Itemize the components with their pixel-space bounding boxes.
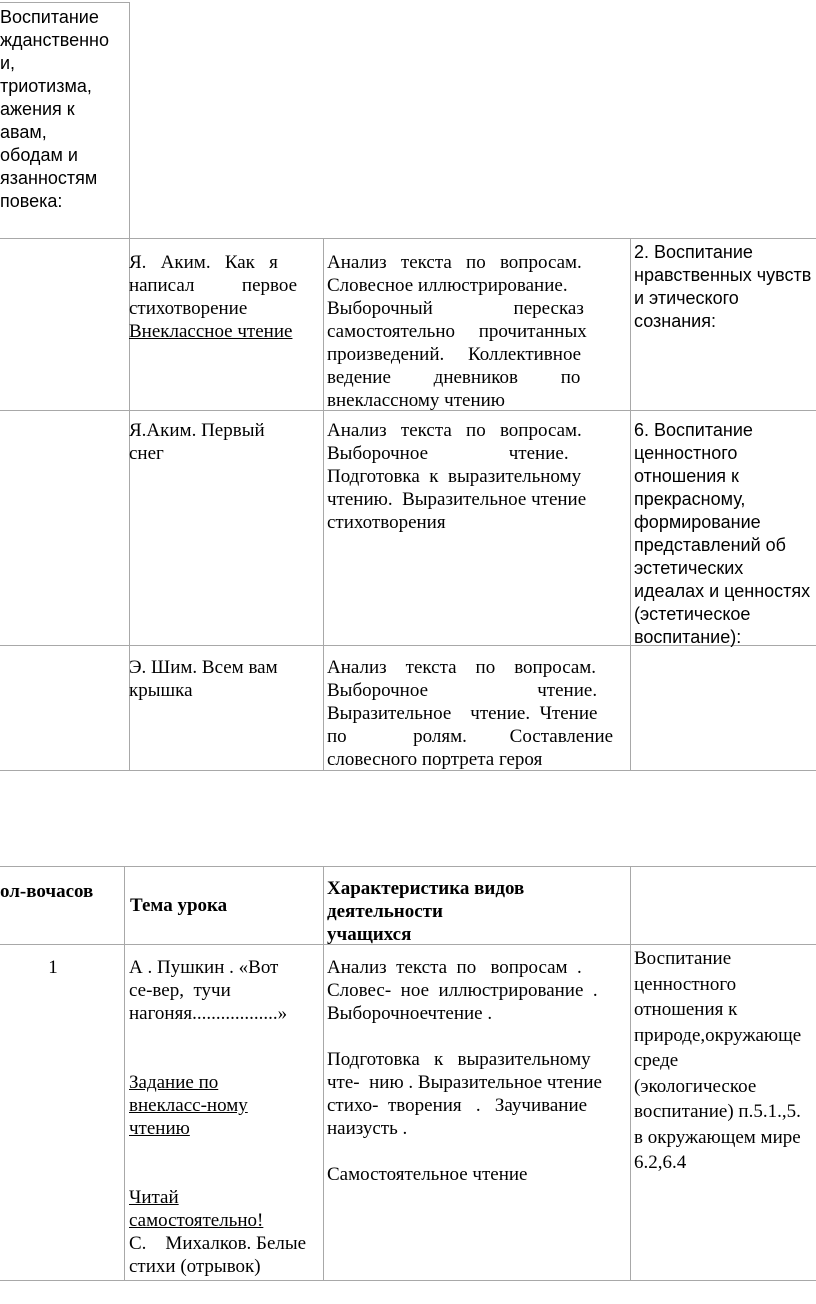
topic-line: Я.Аким. Первый [129,420,265,441]
topic-line: А . Пушкин . «Вот [129,957,279,978]
topic-line: Э. Шим. Всем вам [129,657,278,678]
goal-line: Воспитание [634,948,732,969]
lesson-number: 1 [48,957,58,978]
activity-line: словесного портрета героя [327,749,543,770]
header-activity-line: деятельности [327,901,443,922]
activity-line: ведение дневников по [327,367,581,388]
goal-line: в окружающем мире [634,1126,801,1148]
goal-line: природе,окружающе [634,1024,802,1046]
activity-line: самостоятельно прочитанных [327,321,587,342]
goal-line: и этического [634,288,739,308]
t2-top-border [0,866,816,867]
activity-line: внеклассному чтению [327,390,505,411]
goal-line: ободам и [0,145,78,165]
goal-line: жданственно [0,30,110,50]
goal-line: язанностям [0,168,98,188]
goal-line: сознания: [634,311,716,331]
t1-col-divider-1 [129,2,130,770]
activity-line: чтению. Выразительное чтение [327,489,587,510]
goal-line: представлений об [634,535,786,555]
activity-line: Анализ текста по вопросам. [327,252,582,273]
header-topic-label: Тема урока [130,895,228,916]
activity-line: Анализ текста по вопросам . [327,957,582,978]
goal-line: эстетических [634,558,744,578]
goal-line: прекрасному, [634,489,746,509]
topic-line: крышка [129,680,193,701]
t2-goal-cell [634,946,816,1176]
spacer [129,1140,319,1186]
activity-line: Анализ текста по вопросам. [327,420,582,441]
goal-line: ажения к [0,99,75,119]
goal-line: Воспитание [0,7,99,27]
activity-line: Подготовка к выразительному [327,466,582,487]
t1-r2-goal-cell [634,241,816,333]
read-independently-link[interactable]: самостоятельно! [129,1210,264,1231]
t1-r2-activity-cell [327,251,623,412]
t2-col-divider-2 [323,866,324,1280]
t1-r2-topic-cell [129,251,319,343]
extracurricular-task-link[interactable]: внекласс-ному [129,1095,248,1116]
topic-line: стихотворение [129,298,248,319]
header-hours-label: ол-вочасов [0,881,94,902]
goal-line: среде [634,1050,679,1071]
activity-line: Выборочное чтение. [327,680,598,701]
activity-line: по ролям. Составление [327,726,614,747]
t2-row-number [0,956,106,979]
activity-line: стихотворения [327,512,446,533]
goal-line: воспитание): [634,627,742,647]
goal-line: и, [0,53,16,73]
t1-r1-goal-cell [0,6,126,213]
goal-line: 6.2,6.4 [634,1152,687,1173]
goal-line: (эстетическое [634,604,751,624]
goal-line: ценностного [634,443,738,463]
activity-line: Словес- ное иллюстрирование . [327,980,598,1001]
t1-top-border [0,2,130,3]
topic-line: нагоняя..................» [129,1003,288,1024]
activity-line: наизусть . [327,1118,408,1139]
t1-col-divider-2 [323,238,324,770]
t1-row-divider-1 [0,238,816,239]
goal-line: отношения к [634,999,738,1020]
spacer [129,1025,319,1071]
t2-topic-cell [129,956,319,1278]
activity-line: Выборочный пересказ [327,298,584,319]
activity-line: произведений. Коллективное [327,344,582,365]
extracurricular-reading-link[interactable]: Внеклассное чтение [129,321,293,342]
goal-line: ценностного [634,973,737,995]
activity-line: Словесное иллюстрирование. [327,275,568,296]
goal-line: 2. Воспитание [634,242,753,262]
topic-line: написал первое [129,275,298,296]
goal-line: нравственных чувств [634,265,812,285]
goal-line: отношения к [634,466,739,486]
t2-header-hours [0,880,122,903]
t1-col-divider-3 [630,238,631,770]
activity-line: чте- нию . Выразительное чтение [327,1072,602,1093]
extracurricular-task-link[interactable]: Задание по [129,1072,219,1093]
t1-r4-topic-cell [129,656,319,702]
activity-line: Выразительное чтение. Чтение [327,703,598,724]
topic-line: С. Михалков. Белые [129,1233,307,1254]
activity-line: Выборочное чтение. [327,443,569,464]
t2-header-activity [327,877,623,946]
activity-line: Выборочноечтение . [327,1003,493,1024]
spacer [327,1025,623,1048]
goal-line: повека: [0,191,63,211]
topic-line: снег [129,443,164,464]
goal-line: воспитание) п.5.1.,5. [634,1101,801,1122]
goal-line: триотизма, [0,76,92,96]
spacer [327,1140,623,1163]
t2-col-divider-3 [630,866,631,1280]
goal-line: идеалах и ценностях [634,581,811,601]
t1-r4-activity-cell [327,656,623,771]
activity-line: стихо- творения . Заучивание [327,1095,588,1116]
goal-line: (экологическое [634,1075,757,1097]
activity-line: Самостоятельное чтение [327,1164,528,1185]
t2-bottom-border [0,1280,816,1281]
read-independently-link[interactable]: Читай [129,1187,179,1208]
activity-line: Подготовка к выразительному [327,1049,591,1070]
extracurricular-task-link[interactable]: чтению [129,1118,190,1139]
t2-activity-cell [327,956,623,1186]
header-activity-line: Характеристика видов [327,878,525,899]
goal-line: авам, [0,122,47,142]
goal-line: 6. Воспитание [634,420,753,440]
topic-line: се-вер, тучи [129,980,231,1001]
t2-col-divider-1 [124,866,125,1280]
t1-r3-goal-cell [634,419,816,649]
goal-line: формирование [634,512,761,532]
topic-line: Я. Аким. Как я [129,252,278,273]
t1-r3-topic-cell [129,419,319,465]
t1-r3-activity-cell [327,419,623,534]
activity-line: Анализ текста по вопросам. [327,657,597,678]
header-activity-line: учащихся [327,924,412,945]
t2-header-topic [130,894,320,917]
topic-line: стихи (отрывок) [129,1256,261,1277]
